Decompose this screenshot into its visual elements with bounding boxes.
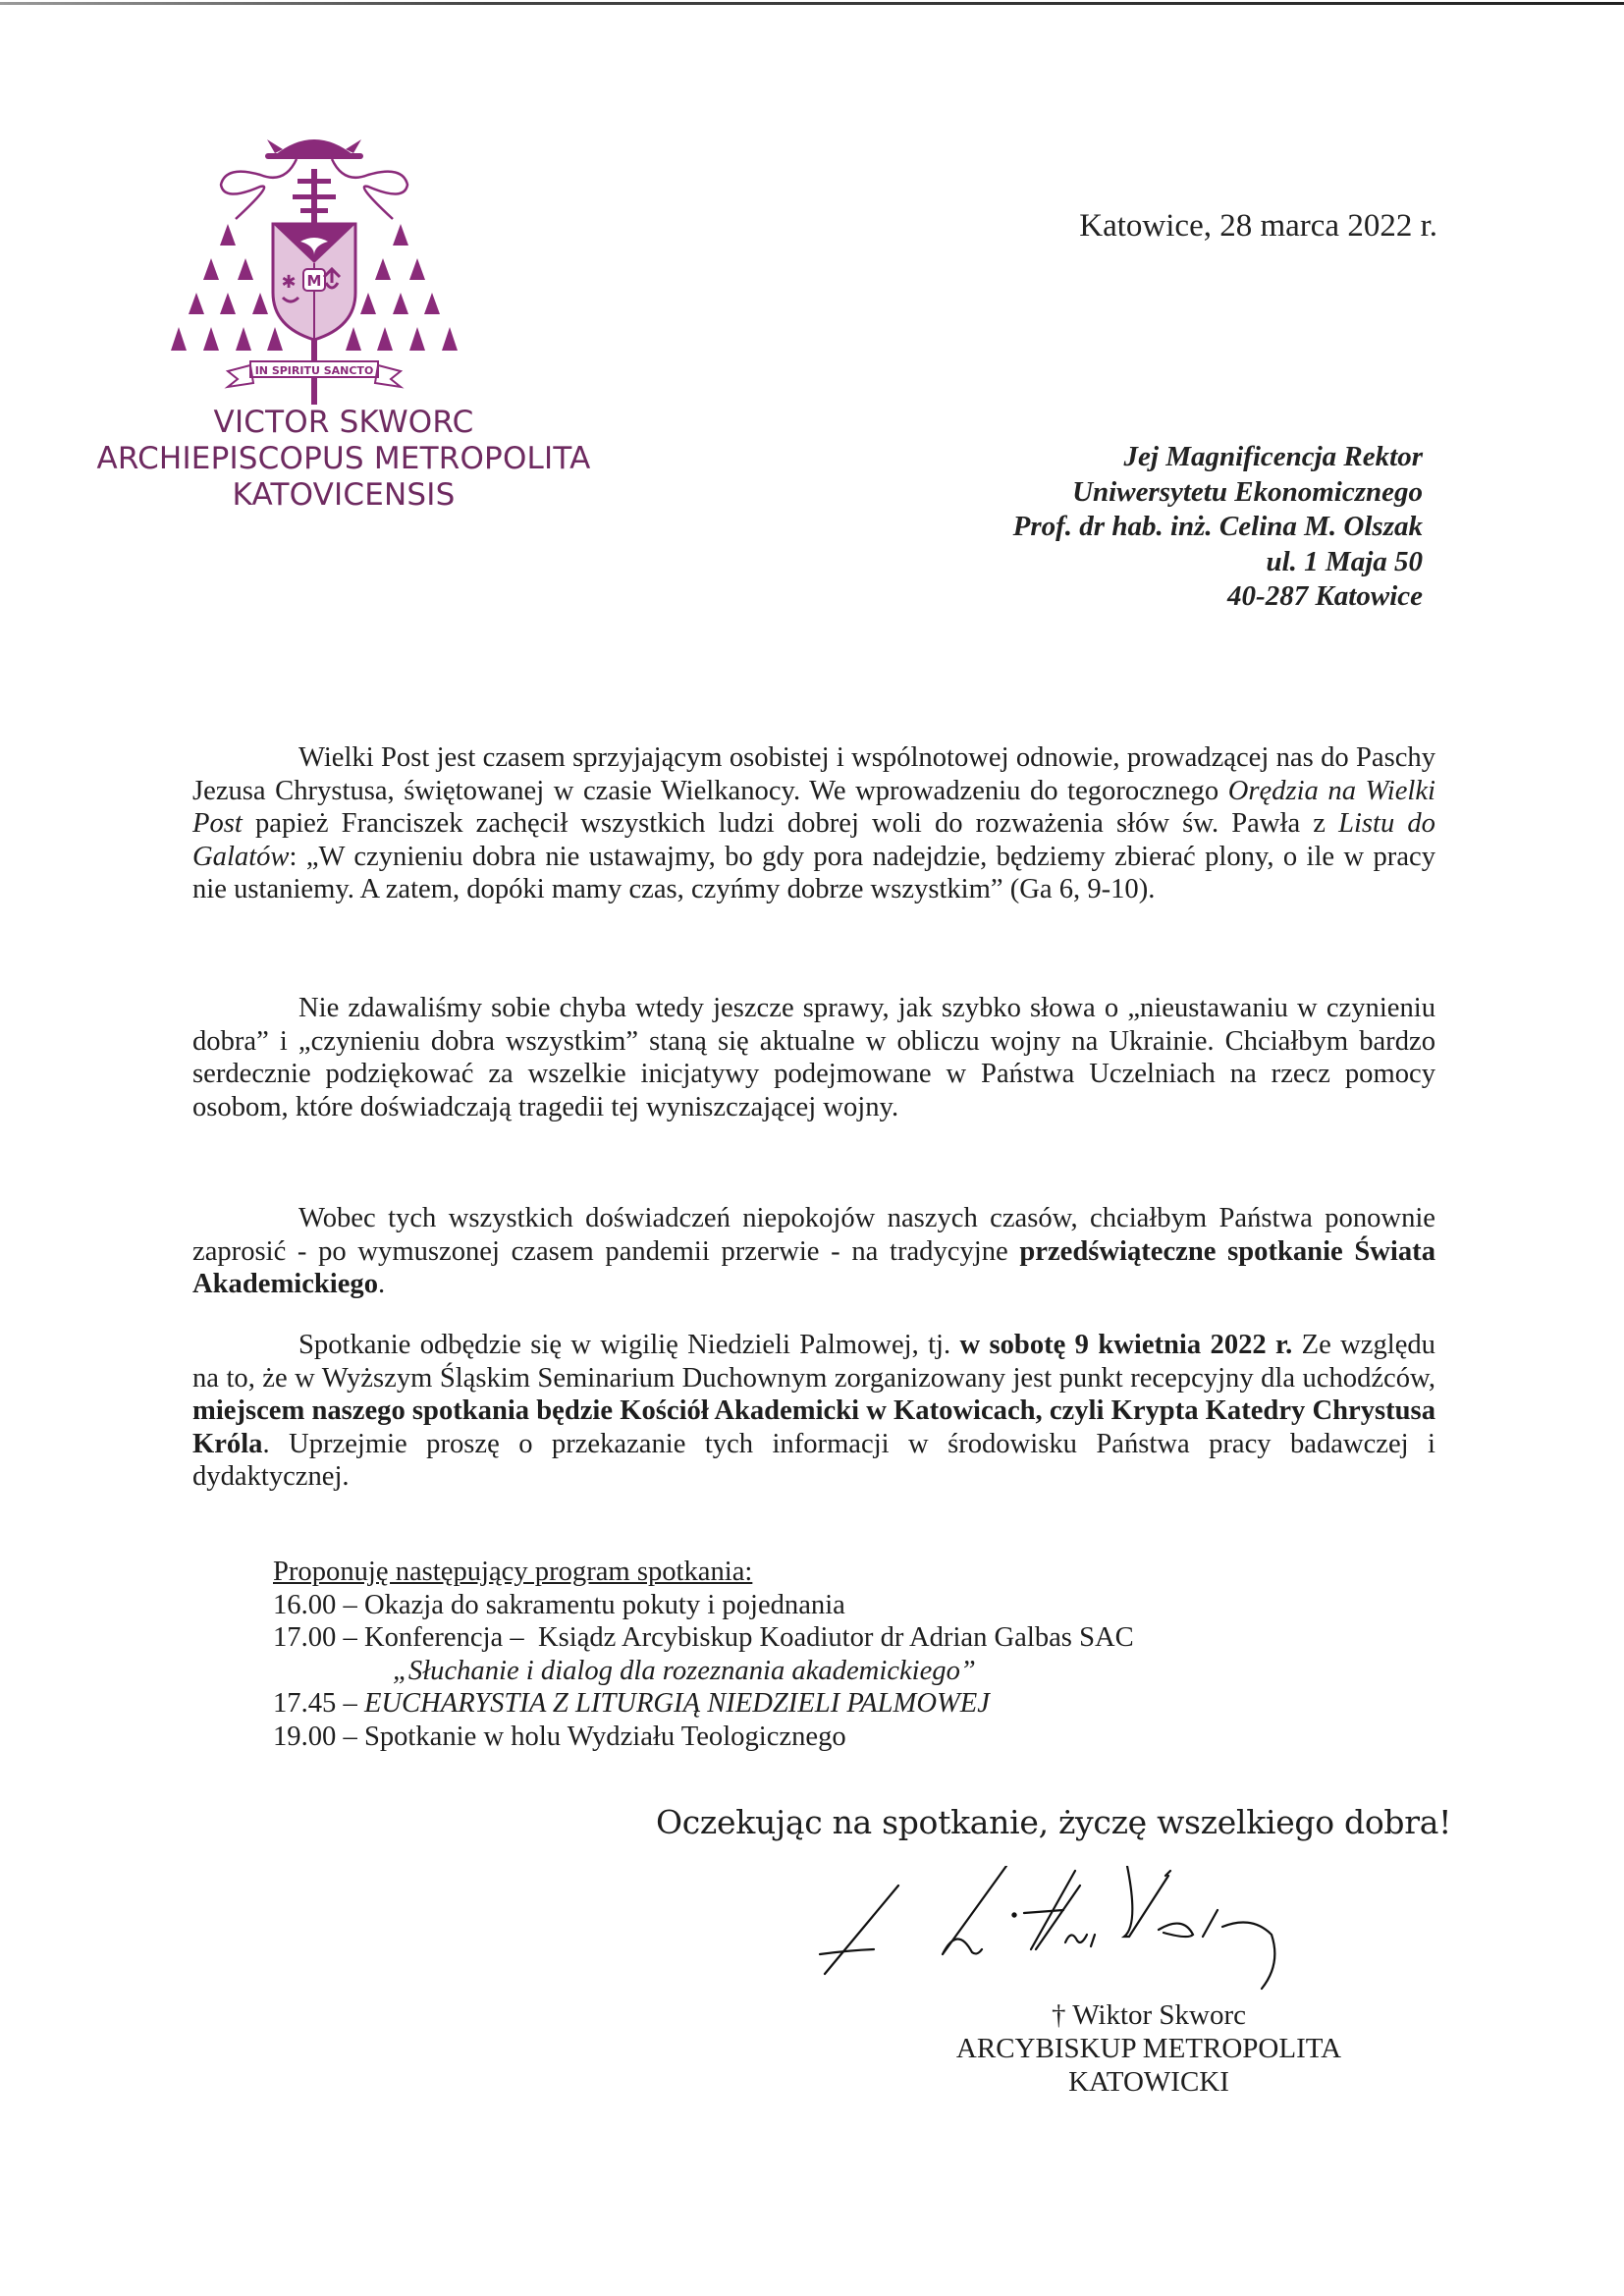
coat-of-arms-icon [167, 126, 461, 406]
bold-location: miejscem naszego spotkania będzie Kościół Akademicki w Katowicach, czyli Krypta Katedry Chrystusa Króla [192, 1395, 1435, 1459]
program-item [273, 1687, 1134, 1721]
text-run: . Uprzejmie proszę o przekazanie tych informacji w środowisku Państwa pracy badawczej i dydaktycznej. [192, 1428, 1435, 1492]
addressee-line: Uniwersytetu Ekonomicznego [1072, 475, 1423, 508]
text-run: . [378, 1269, 386, 1299]
addressee-line: Prof. dr hab. inż. Celina M. Olszak [1012, 511, 1423, 542]
program-time: 17.00 – [273, 1622, 364, 1653]
program-text: Okazja do sakramentu pokuty i pojednania [363, 1589, 845, 1620]
signer-see: KATOWICKI [1068, 2066, 1229, 2098]
motto-text: IN SPIRITU SANCTO [254, 364, 374, 377]
signer-name: † Wiktor Skworc [1051, 1999, 1247, 2031]
addressee-line: 40-287 Katowice [1227, 580, 1423, 612]
program-text: Konferencja – Ksiądz Arcybiskup Koadiutor dr Adrian Galbas SAC [363, 1622, 1134, 1653]
signer-block [938, 1998, 1360, 2099]
text-run: Nie zdawaliśmy sobie chyba wtedy jeszcze sprawy, jak szybko słowa o „nieustawaniu w czynieniu dobra” i „czynieniu dobra wszystkim” staną się aktualne w obliczu wojny na Ukrainie. Chciałbym bardzo serdecznie podziękować za wszelkie inicjatywy podejmowane w Państwa Uczelniach na rzecz pomocy osobom, które doświadczają tragedii tej wyniszczającej wojny. [192, 993, 1435, 1122]
program-item [273, 1589, 1134, 1622]
bold-date: w sobotę 9 kwietnia 2022 r. [959, 1330, 1293, 1360]
bold-emphasis: przedświąteczne spotkanie Świata Akademickiego [192, 1235, 1435, 1299]
paragraph-2 [192, 992, 1435, 1123]
paragraph-1 [192, 741, 1435, 906]
program-text: Spotkanie w holu Wydziału Teologicznego [363, 1721, 846, 1752]
program-heading: Proponuję następujący program spotkania: [273, 1557, 753, 1587]
letterhead-see: KATOVICENSIS [232, 477, 456, 513]
program-subtitle: „Słuchanie i dialog dla rozeznania akademickiego” [393, 1655, 976, 1686]
italic-title: Listu do Galatów [192, 808, 1435, 872]
text-run: : „W czynieniu dobra nie ustawajmy, bo gdy pora nadejdzie, będziemy zbierać plony, o ile w pracy nie ustaniemy. A zatem, dopóki mamy czas, czyńmy dobrze wszystkim” (Ga 6, 9-10). [192, 841, 1435, 904]
program-item [273, 1721, 1134, 1754]
svg-text:✱: ✱ [281, 272, 297, 293]
addressee-line: ul. 1 Maja 50 [1266, 545, 1423, 577]
program-item [273, 1621, 1134, 1655]
text-run: Wobec tych wszystkich doświadczeń niepokojów naszych czasów, chciałbym Państwa ponownie zaprosić - po wymuszonej czasem pandemii przerwie - na tradycyjne [192, 1203, 1435, 1267]
program-time: 19.00 – [273, 1721, 364, 1752]
letter-date: Katowice, 28 marca 2022 r. [1079, 208, 1437, 244]
scan-edge-line [0, 2, 1624, 5]
italic-title: Orędzia na Wielki Post [192, 775, 1435, 839]
signer-title: ARCYBISKUP METROPOLITA [955, 2033, 1342, 2064]
paragraph-3 [192, 1202, 1435, 1301]
program-list [273, 1556, 1134, 1753]
program-time: 17.45 – [273, 1688, 364, 1719]
shield-monogram: M [306, 272, 322, 290]
text-run: Spotkanie odbędzie się w wigilię Niedzieli Palmowej, tj. [298, 1330, 960, 1360]
addressee-line: Jej Magnificencja Rektor [1123, 441, 1423, 472]
program-text: EUCHARYSTIA Z LITURGIĄ NIEDZIELI PALMOWEJ [363, 1688, 990, 1719]
text-run: Ze względu na to, że w Wyższym Śląskim Seminarium Duchownym zorganizowany jest punkt recepcyjny dla uchodźców, [192, 1330, 1435, 1394]
text-run: papież Franciszek zachęcił wszystkich ludzi dobrej woli do rozważenia słów św. Pawła z [242, 808, 1339, 839]
letterhead-title: ARCHIEPISCOPUS METROPOLITA [96, 441, 591, 476]
text-run: Wielki Post jest czasem sprzyjającym osobistej i wspólnotowej odnowie, prowadzącej nas do Paschy Jezusa Chrystusa, świętowanej w czasie Wielkanocy. We wprowadzeniu do tegorocznego [192, 742, 1435, 806]
closing-line: Oczekując na spotkanie, życzę wszelkiego dobra! [656, 1803, 1452, 1841]
letterhead-name: VICTOR SKWORC [213, 405, 474, 440]
paragraph-4 [192, 1329, 1435, 1494]
program-time: 16.00 – [273, 1589, 364, 1620]
letterhead [39, 405, 648, 514]
addressee-block [1013, 440, 1423, 615]
